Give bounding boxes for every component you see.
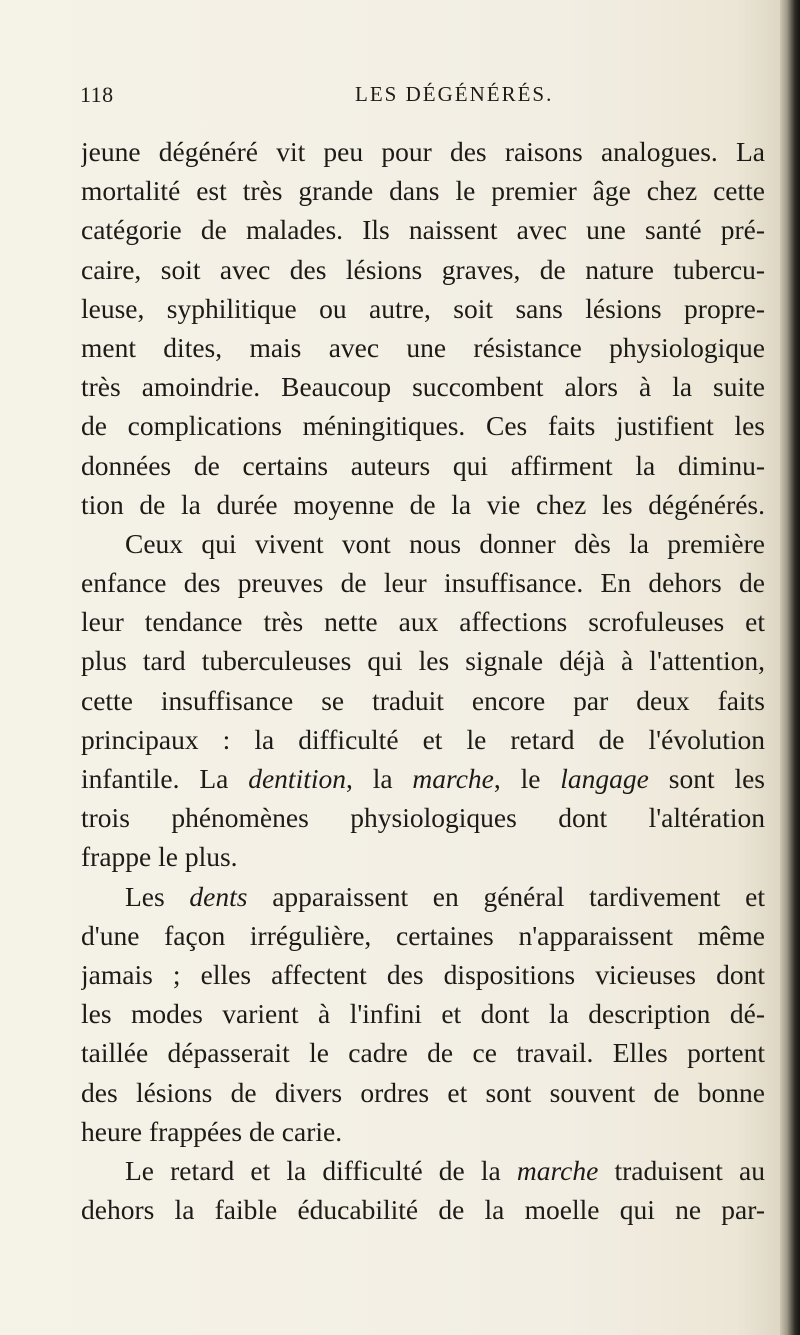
text-line: Ceux qui vivent vont nous donner dès la première [125, 527, 765, 559]
page-edge-shadow [780, 0, 800, 1335]
text-run: Le retard et la difficulté de la [125, 1154, 517, 1186]
text-line: frappe le plus. [81, 841, 238, 873]
text-line: dehors la faible éducabilité de la moelle qui ne par- [81, 1194, 765, 1226]
emphasis-dentition: dentition [248, 763, 346, 794]
text-line: d'une façon irrégulière, certaines n'apparaissent même [81, 919, 765, 951]
text-line: de complications méningitiques. Ces faits justifient les [81, 410, 765, 442]
text-line: tion de la durée moyenne de la vie chez les dégénérés. [81, 488, 765, 520]
running-title: LES DÉGÉNÉRÉS. [355, 82, 554, 106]
text-run: infantile. La [81, 763, 249, 794]
text-run: sont les [648, 763, 765, 794]
body-text [81, 132, 765, 1229]
text-line: très amoindrie. Beaucoup succombent alors à la suite [81, 371, 765, 403]
text-line-with-emphasis [81, 1151, 765, 1190]
text-run: , le [493, 763, 561, 794]
text-line: données de certains auteurs qui affirment la diminu- [81, 449, 765, 481]
text-line: cette insuffisance se traduit encore par deux faits [81, 684, 765, 716]
text-line: jeune dégénéré vit peu pour des raisons analogues. La [81, 136, 765, 167]
text-line-with-emphasis [81, 759, 765, 798]
text-line: leuse, syphilitique ou autre, soit sans lésions propre- [81, 292, 765, 324]
page-header [80, 82, 760, 112]
text-run: , la [346, 763, 413, 794]
text-line: enfance des preuves de leur insuffisance. En dehors de [81, 567, 765, 599]
text-line: les modes varient à l'infini et dont la description dé- [81, 998, 765, 1030]
page-number: 118 [80, 82, 114, 107]
text-line: leur tendance très nette aux affections scrofuleuses et [81, 606, 765, 638]
text-line: jamais ; elles affectent des dispositions vicieuses dont [81, 958, 765, 990]
emphasis-dents: dents [189, 880, 248, 912]
text-line: caire, soit avec des lésions graves, de nature tubercu- [81, 253, 765, 285]
text-run: traduisent au [598, 1154, 765, 1186]
text-line: ment dites, mais avec une résistance physiologique [81, 331, 765, 363]
text-line: mortalité est très grande dans le premier âge chez cette [81, 175, 765, 207]
text-line-with-emphasis [81, 877, 765, 916]
emphasis-marche: marche [412, 763, 494, 794]
text-line: taillée dépasserait le cadre de ce travail. Elles portent [81, 1037, 765, 1069]
emphasis-langage: langage [560, 763, 649, 794]
text-run: Les [125, 880, 190, 912]
text-line: principaux : la difficulté et le retard de l'évolution [81, 723, 765, 755]
text-line: plus tard tuberculeuses qui les signale déjà à l'attention, [81, 645, 765, 677]
text-line: heure frappées de carie. [81, 1115, 343, 1147]
text-line: des lésions de divers ordres et sont souvent de bonne [81, 1076, 765, 1108]
text-line: trois phénomènes physiologiques dont l'altération [81, 802, 765, 834]
text-run: apparaissent en général tardivement et [247, 880, 765, 912]
text-line: catégorie de malades. Ils naissent avec une santé pré- [81, 214, 765, 246]
emphasis-marche: marche [516, 1154, 599, 1186]
